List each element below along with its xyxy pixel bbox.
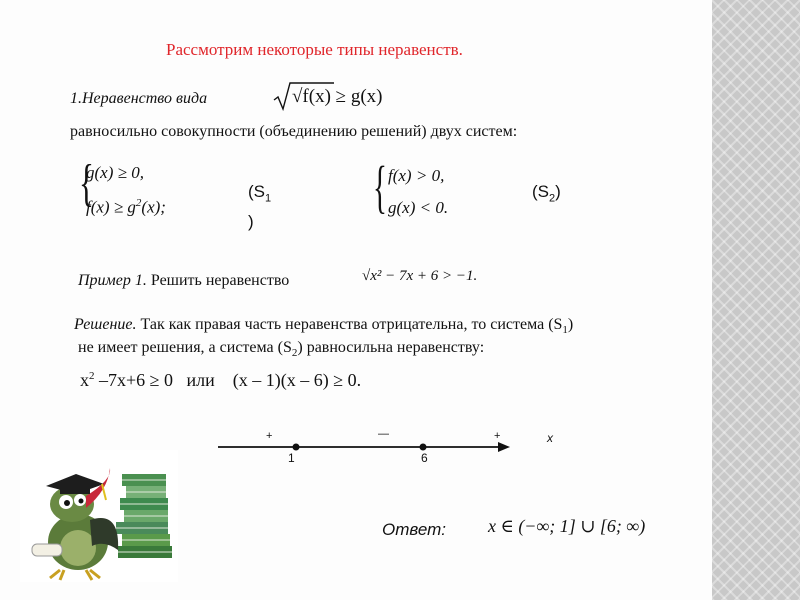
system1-line2-base: f(x) ≥ g xyxy=(86,197,136,217)
system1-label-sub: 1 xyxy=(265,192,272,205)
system2-label-sub: 2 xyxy=(549,192,556,205)
solution-ineq-exp: 2 xyxy=(89,370,95,382)
solution-ineq-rest: –7x+6 ≥ 0 или (x – 1)(x – 6) ≥ 0. xyxy=(94,370,362,390)
solution-text1: Так как правая часть неравенства отрицательна, то система (S xyxy=(136,316,563,333)
bird-with-books-icon xyxy=(20,450,178,582)
solution-text2-end: ) равносильна неравенству: xyxy=(297,339,485,356)
solution-line1 xyxy=(74,316,573,336)
system1-label xyxy=(248,182,271,204)
system2-label-close: ) xyxy=(555,182,561,201)
system2-line1: f(x) > 0, xyxy=(388,166,445,185)
solution-text1-end: ) xyxy=(567,316,574,333)
solution-sub2: 2 xyxy=(291,347,298,360)
point-label-6: 6 xyxy=(421,451,428,465)
solution-inequality xyxy=(80,370,361,391)
answer-label: Ответ: xyxy=(382,520,447,539)
solution-sub1: 1 xyxy=(562,324,568,337)
example-formula: √x² − 7x + 6 > −1. xyxy=(362,268,478,284)
side-pattern-bar xyxy=(712,0,800,600)
solution-ineq-x: x xyxy=(80,370,89,390)
sign-left: + xyxy=(266,430,273,442)
system1-line2-tail: (x); xyxy=(141,197,166,217)
system1-line1: g(x) ≥ 0, xyxy=(86,163,144,182)
solution-text2: не имеет решения, а система (S xyxy=(78,339,292,356)
system2-line2: g(x) < 0. xyxy=(388,198,449,217)
system1-line2 xyxy=(86,197,166,218)
system1-brace: { xyxy=(78,155,94,212)
example-line xyxy=(78,272,289,290)
answer-formula: x ∈ (−∞; 1] ∪ [6; ∞) xyxy=(488,516,646,536)
axis-label-x: x xyxy=(547,431,553,445)
system1-label-close: ) xyxy=(248,212,254,231)
sign-mid: — xyxy=(378,428,389,440)
system2-brace: { xyxy=(372,154,387,219)
section1-formula-text: √f(x) ≥ g(x) xyxy=(292,86,383,107)
system2-label-open: (S xyxy=(532,182,549,201)
point-label-1: 1 xyxy=(288,451,295,465)
solution-label: Решение. xyxy=(74,316,137,333)
solution-line2 xyxy=(78,339,484,359)
system1-line2-exp: 2 xyxy=(135,197,142,209)
point-one-dot xyxy=(293,444,300,451)
section1-label: 1.Неравенство вида xyxy=(70,90,208,107)
sign-right: + xyxy=(494,430,501,442)
section1-formula xyxy=(272,80,412,112)
slide-title: Рассмотрим некоторые типы неравенств. xyxy=(166,40,463,59)
system1-label-open: (S xyxy=(248,182,265,201)
example-label: Пример 1. xyxy=(78,272,147,289)
example-text: Решить неравенство xyxy=(146,272,290,289)
equivalence-text: равносильно совокупности (объединению решений) двух систем: xyxy=(70,123,518,140)
number-line xyxy=(210,428,570,470)
point-six-dot xyxy=(420,444,427,451)
arrow-right-icon xyxy=(498,442,510,452)
system2-label xyxy=(532,182,561,204)
